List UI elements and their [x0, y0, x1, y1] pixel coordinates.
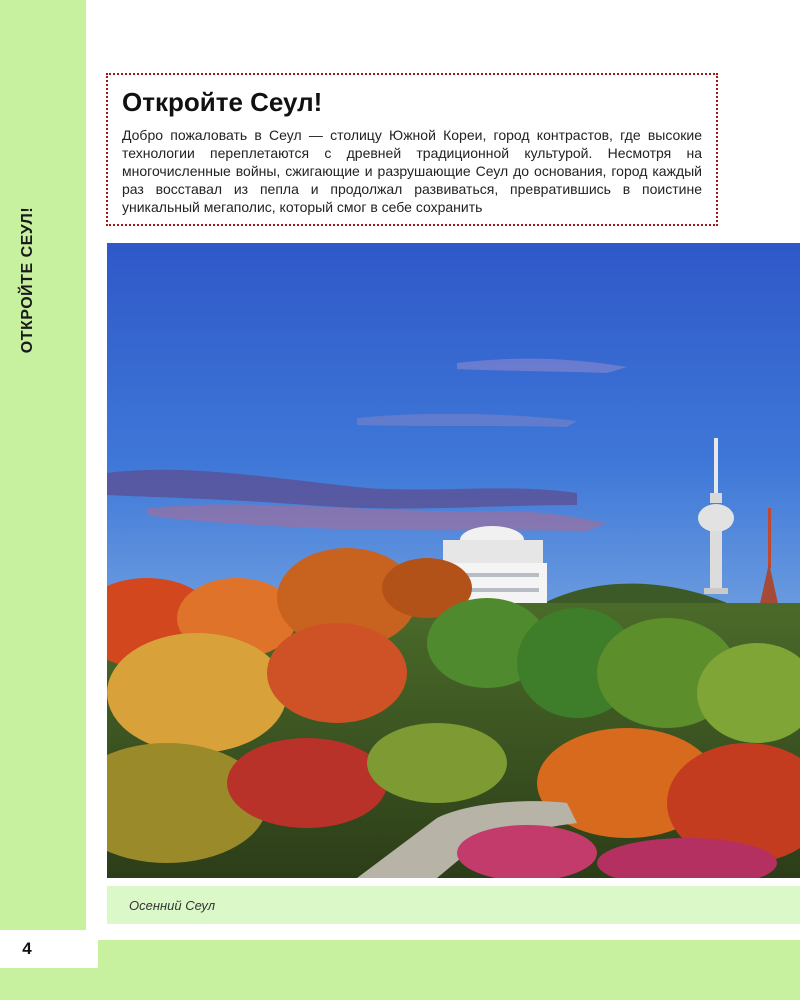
autumn-seoul-photo	[107, 243, 800, 878]
side-section-title-text: ОТКРОЙТЕ СЕУЛ!	[19, 206, 36, 354]
photo-illustration	[107, 243, 800, 878]
bottom-band	[0, 940, 800, 1000]
tree	[267, 623, 407, 723]
page-number: 4	[22, 939, 32, 958]
tree	[227, 738, 387, 828]
side-section-title	[14, 0, 42, 560]
intro-box	[106, 73, 718, 226]
side-band	[0, 0, 86, 1000]
tree	[367, 723, 507, 803]
photo-caption-bar	[107, 886, 800, 924]
photo-caption: Осенний Сеул	[129, 897, 216, 913]
intro-text: Добро пожаловать в Сеул — столицу Южной Кореи, город контрастов, где высокие технологии переплетаются с древней традиционной культурой. Несмотря на многочисленные войны, сжигающие и разрушающие Сеул до основания, город каждый раз восставал из пепла и продолжал развиваться, превратившись в поистине уникальный мегаполис, который смог в себе сохранить	[122, 127, 702, 215]
tree	[107, 633, 287, 753]
intro-title: Откройте Сеул!	[122, 87, 323, 117]
page-number-tab	[0, 930, 86, 968]
